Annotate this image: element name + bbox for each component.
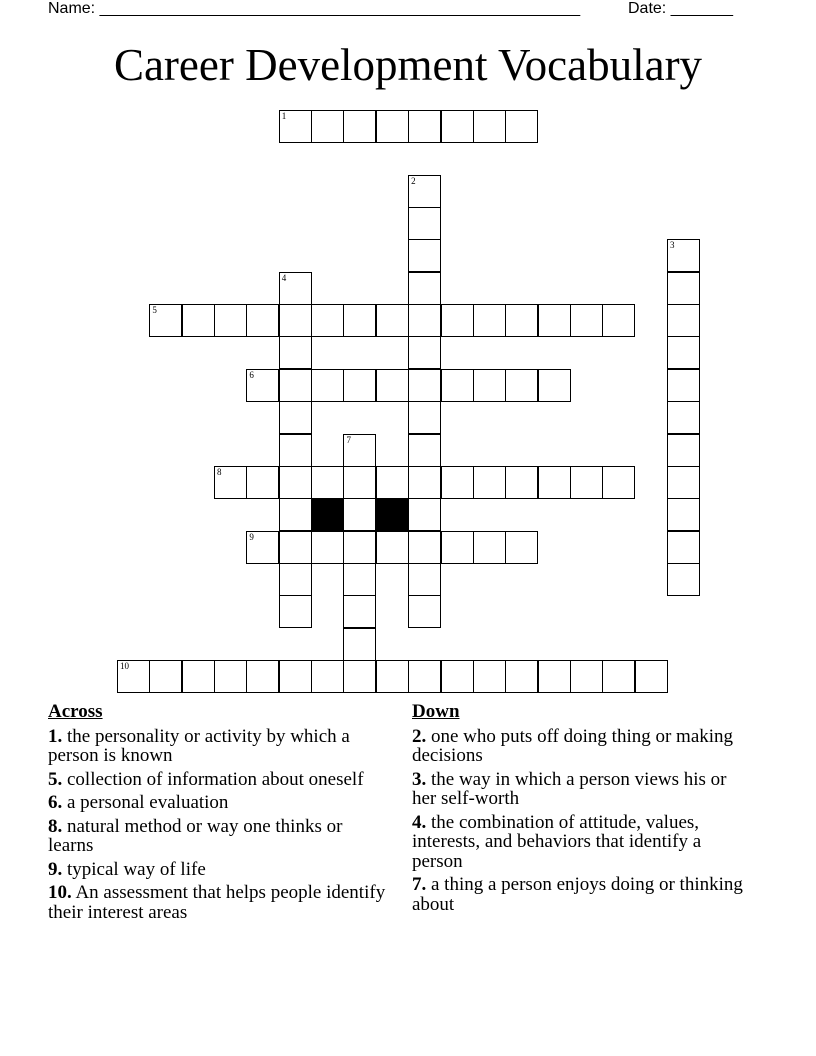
- crossword-cell[interactable]: [246, 466, 279, 499]
- crossword-cell[interactable]: [408, 595, 441, 628]
- clue-number: 2: [411, 175, 416, 186]
- crossword-cell[interactable]: [667, 498, 700, 531]
- crossword-cell[interactable]: [343, 660, 376, 693]
- clue-number: 1: [281, 111, 287, 121]
- date-field[interactable]: Date: _______: [628, 0, 733, 17]
- crossword-cell[interactable]: [408, 498, 441, 531]
- crossword-cell[interactable]: [376, 369, 409, 402]
- across-clue: [48, 860, 388, 880]
- crossword-cell[interactable]: [505, 660, 538, 693]
- crossword-cell[interactable]: [538, 660, 571, 693]
- clue-number: 10: [120, 660, 129, 671]
- crossword-cell[interactable]: [246, 369, 279, 402]
- crossword-cell[interactable]: [376, 304, 409, 337]
- down-clue: [412, 813, 752, 872]
- clue-number: 2.: [412, 725, 427, 747]
- clue-number: 7: [346, 434, 351, 445]
- crossword-cell[interactable]: [408, 660, 441, 693]
- crossword-cell[interactable]: [279, 466, 312, 499]
- crossword-cell[interactable]: [505, 110, 538, 143]
- clue-number: 3.: [412, 768, 427, 790]
- across-clue: [48, 883, 388, 922]
- crossword-cell[interactable]: [279, 304, 312, 337]
- clue-number: 9.: [48, 858, 63, 880]
- clue-text: natural method or way one thinks or learns: [48, 815, 343, 856]
- crossword-cell[interactable]: [667, 434, 700, 467]
- crossword-cell[interactable]: [408, 434, 441, 467]
- crossword-cell[interactable]: [311, 304, 344, 337]
- crossword-cell[interactable]: [473, 466, 506, 499]
- crossword-cell[interactable]: [667, 563, 700, 596]
- crossword-cell[interactable]: [667, 369, 700, 402]
- clue-text: one who puts off doing thing or making decisions: [412, 725, 734, 766]
- across-clue-list: [48, 727, 388, 923]
- crossword-cell[interactable]: [441, 531, 474, 564]
- crossword-cell[interactable]: [441, 466, 474, 499]
- across-clues: [48, 702, 388, 926]
- crossword-cell[interactable]: [182, 660, 215, 693]
- clue-number: 1.: [48, 725, 63, 747]
- clue-number: 4: [281, 272, 287, 283]
- crossword-cell[interactable]: [473, 531, 506, 564]
- clue-text: collection of information about oneself: [67, 768, 364, 790]
- crossword-cell[interactable]: [408, 466, 441, 499]
- crossword-cell[interactable]: [117, 660, 150, 693]
- clue-number: 7.: [412, 874, 427, 895]
- across-clue: [48, 770, 388, 790]
- crossword-cell[interactable]: [246, 531, 279, 564]
- crossword-cell[interactable]: [214, 304, 247, 337]
- crossword-cell[interactable]: [408, 110, 441, 143]
- crossword-cell[interactable]: [311, 369, 344, 402]
- crossword-cell[interactable]: [441, 304, 474, 337]
- crossword-cell[interactable]: [602, 660, 635, 693]
- crossword-cell[interactable]: [408, 272, 441, 305]
- crossword-cell[interactable]: [279, 272, 312, 305]
- crossword-cell[interactable]: [441, 660, 474, 693]
- crossword-cell[interactable]: [311, 110, 344, 143]
- across-clue: [48, 817, 388, 856]
- across-clue: [48, 727, 388, 766]
- crossword-cell[interactable]: [246, 660, 279, 693]
- crossword-cell[interactable]: [505, 531, 538, 564]
- crossword-cell[interactable]: [570, 304, 603, 337]
- clue-number: 8.: [48, 815, 63, 837]
- crossword-cell[interactable]: [343, 498, 376, 531]
- crossword-cell[interactable]: [602, 304, 635, 337]
- clue-number: 10.: [48, 882, 72, 903]
- crossword-cell[interactable]: [376, 110, 409, 143]
- name-field[interactable]: Name: ______________________________________________________: [48, 0, 581, 17]
- crossword-cell[interactable]: [279, 595, 312, 628]
- crossword-cell[interactable]: [538, 466, 571, 499]
- crossword-cell[interactable]: [214, 660, 247, 693]
- clue-number: 4.: [412, 811, 427, 833]
- down-clue: [412, 727, 752, 766]
- clue-number: 5: [152, 305, 157, 316]
- across-heading: Across: [48, 701, 103, 722]
- crossword-cell[interactable]: [667, 336, 700, 369]
- crossword-cell[interactable]: [343, 563, 376, 596]
- crossword-cell[interactable]: [376, 660, 409, 693]
- crossword-cell[interactable]: [505, 466, 538, 499]
- black-cell: [376, 498, 409, 531]
- crossword-cell[interactable]: [473, 110, 506, 143]
- crossword-cell[interactable]: [343, 531, 376, 564]
- crossword-cell[interactable]: [343, 369, 376, 402]
- crossword-cell[interactable]: [441, 110, 474, 143]
- clue-text: the combination of attitude, values, interests, and behaviors that identify a person: [412, 811, 702, 872]
- crossword-cell[interactable]: [311, 531, 344, 564]
- crossword-cell[interactable]: [343, 304, 376, 337]
- clue-text: a personal evaluation: [67, 792, 229, 813]
- crossword-cell[interactable]: [279, 434, 312, 467]
- crossword-cell[interactable]: [246, 304, 279, 337]
- crossword-cell[interactable]: [667, 272, 700, 305]
- crossword-cell[interactable]: [279, 369, 312, 402]
- crossword-cell[interactable]: [343, 595, 376, 628]
- crossword-cell[interactable]: [408, 207, 441, 240]
- crossword-cell[interactable]: [279, 336, 312, 369]
- crossword-cell[interactable]: [667, 304, 700, 337]
- crossword-cell[interactable]: [279, 531, 312, 564]
- crossword-cell[interactable]: [635, 660, 668, 693]
- crossword-cell[interactable]: [279, 563, 312, 596]
- crossword-cell[interactable]: [408, 239, 441, 272]
- crossword-cell[interactable]: [279, 660, 312, 693]
- crossword-cell[interactable]: [279, 498, 312, 531]
- crossword-cell[interactable]: [538, 304, 571, 337]
- crossword-cell[interactable]: [473, 304, 506, 337]
- crossword-cell[interactable]: [343, 434, 376, 467]
- crossword-cell[interactable]: [408, 369, 441, 402]
- crossword-cell[interactable]: [667, 401, 700, 434]
- crossword-cell[interactable]: [343, 466, 376, 499]
- down-clue: [412, 770, 752, 809]
- clue-number: 3: [669, 240, 675, 251]
- page-title: Career Development Vocabulary: [113, 40, 703, 90]
- crossword-cell[interactable]: [408, 304, 441, 337]
- crossword-cell[interactable]: [667, 466, 700, 499]
- clue-text: a thing a person enjoys doing or thinking about: [412, 874, 743, 915]
- crossword-cell[interactable]: [408, 531, 441, 564]
- crossword-cell[interactable]: [408, 401, 441, 434]
- clue-text: typical way of life: [67, 858, 206, 880]
- crossword-cell[interactable]: [214, 466, 247, 499]
- down-heading: Down: [412, 701, 460, 722]
- crossword-cell[interactable]: [473, 660, 506, 693]
- black-cell: [311, 498, 344, 531]
- crossword-cell[interactable]: [570, 660, 603, 693]
- clue-number: 6.: [48, 792, 63, 813]
- crossword-cell[interactable]: [311, 660, 344, 693]
- down-clue: [412, 875, 752, 914]
- crossword-cell[interactable]: [376, 466, 409, 499]
- clue-number: 9: [249, 531, 254, 542]
- crossword-cell[interactable]: [408, 175, 441, 208]
- crossword-cell[interactable]: [149, 660, 182, 693]
- crossword-cell[interactable]: [667, 239, 700, 272]
- clue-number: 5.: [48, 768, 63, 790]
- crossword-cell[interactable]: [408, 336, 441, 369]
- crossword-cell[interactable]: [505, 369, 538, 402]
- across-clue: [48, 793, 388, 813]
- crossword-cell[interactable]: [343, 110, 376, 143]
- crossword-cell[interactable]: [408, 563, 441, 596]
- crossword-cell[interactable]: [538, 369, 571, 402]
- clue-number: 8: [217, 466, 222, 477]
- crossword-cell[interactable]: [473, 369, 506, 402]
- crossword-cell[interactable]: [311, 466, 344, 499]
- crossword-cell[interactable]: [279, 110, 312, 143]
- crossword-cell[interactable]: [376, 531, 409, 564]
- crossword-cell[interactable]: [343, 628, 376, 661]
- clue-number: 6: [249, 369, 254, 380]
- crossword-cell[interactable]: [570, 466, 603, 499]
- crossword-cell[interactable]: [602, 466, 635, 499]
- down-clue-list: [412, 727, 752, 915]
- crossword-cell[interactable]: [505, 304, 538, 337]
- crossword-cell[interactable]: [182, 304, 215, 337]
- clue-text: the way in which a person views his or her self-worth: [412, 768, 727, 809]
- crossword-cell[interactable]: [279, 401, 312, 434]
- clue-text: An assessment that helps people identify their interest areas: [48, 882, 386, 923]
- clue-text: the personality or activity by which a person is known: [48, 725, 350, 766]
- crossword-cell[interactable]: [149, 304, 182, 337]
- down-clues: [412, 702, 752, 918]
- crossword-cell[interactable]: [667, 531, 700, 564]
- crossword-cell[interactable]: [441, 369, 474, 402]
